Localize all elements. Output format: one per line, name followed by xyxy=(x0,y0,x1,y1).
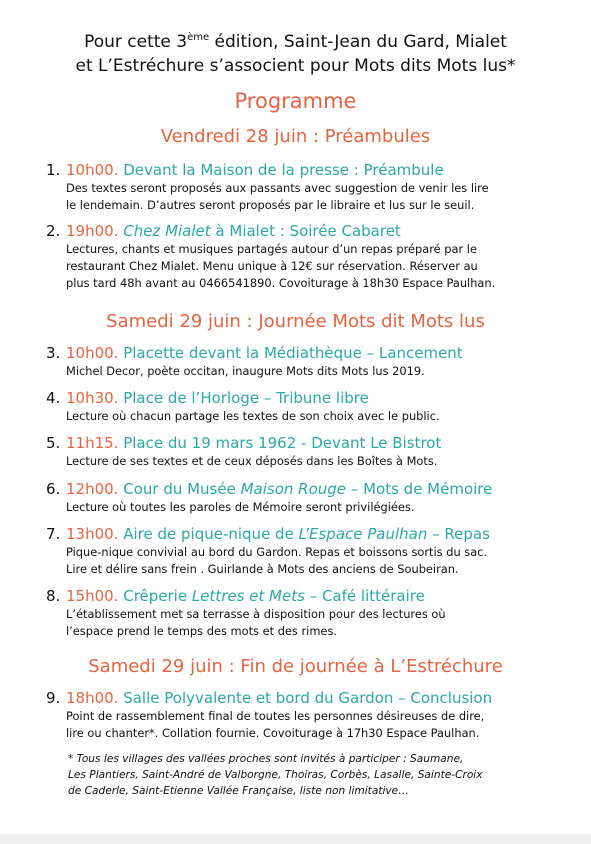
program-item-9 xyxy=(46,688,586,742)
item-description: Lecture où toutes les paroles de Mémoire seront privilégiées. xyxy=(66,500,415,514)
item-title: 4. 10h30. Place de l’Horloge – Tribune libre xyxy=(46,389,369,407)
item-title: 9. 18h00. Salle Polyvalente et bord du Gardon – Conclusion xyxy=(46,689,493,707)
program-item-6 xyxy=(46,479,586,516)
program-item-8 xyxy=(46,586,586,640)
day-heading-friday: Vendredi 28 juin : Préambules xyxy=(160,126,431,147)
item-description: Lectures, chants et musiques partagés autour d’un repas préparé par le restaurant Chez Mialet. Menu unique à 12€ sur réservation. Réserver au plus tard 48h avant au 0466541890. Covoiturage à 18h30 Espace Paulhan. xyxy=(66,242,496,290)
item-title: 5. 11h15. Place du 19 mars 1962 - Devant Le Bistrot xyxy=(46,434,442,452)
program-item-5 xyxy=(46,433,586,470)
item-title: 2. 19h00. Chez Mialet à Mialet : Soirée Cabaret xyxy=(46,222,401,240)
item-title: 1. 10h00. Devant la Maison de la presse : Préambule xyxy=(46,161,444,179)
intro-line-2: et L’Estréchure s’associent pour Mots dits Mots lus* xyxy=(75,56,516,76)
program-item-4 xyxy=(46,388,586,425)
intro-text xyxy=(20,30,571,78)
footnote: * Tous les villages des vallées proches sont invités à participer : Saumane, Les Plantiers, Saint-André de Valborgne, Thoiras, Corbès, Lasalle, Sainte-Croix de Caderle, Saint-Etienne Vallée Française, liste non limitative… xyxy=(68,753,483,797)
program-item-2 xyxy=(46,221,586,292)
item-title: 3. 10h00. Placette devant la Médiathèque – Lancement xyxy=(46,344,463,362)
item-title: 8. 15h00. Crêperie Lettres et Mets – Café littéraire xyxy=(46,587,425,605)
day-heading-estrechure: Samedi 29 juin : Fin de journée à L’Estréchure xyxy=(88,656,503,677)
item-title: 7. 13h00. Aire de pique-nique de L’Espace Paulhan – Repas xyxy=(46,525,490,543)
intro-line-1: Pour cette 3ème édition, Saint-Jean du Gard, Mialet xyxy=(84,32,507,52)
item-description: Michel Decor, poète occitan, inaugure Mots dits Mots lus 2019. xyxy=(66,364,425,378)
program-item-3 xyxy=(46,343,586,380)
item-description: Lecture de ses textes et de ceux déposés dans les Boîtes à Mots. xyxy=(66,454,438,468)
item-title: 6. 12h00. Cour du Musée Maison Rouge – Mots de Mémoire xyxy=(46,480,493,498)
programme-heading: Programme xyxy=(234,89,357,113)
item-description: Point de rassemblement final de toutes les personnes désireuses de dire, lire ou chanter*. Collation fournie. Covoiturage à 17h30 Espace Paulhan. xyxy=(66,709,485,740)
item-description: Des textes seront proposés aux passants avec suggestion de venir les lire le lendemain. D’autres seront proposés par le libraire et lus sur le seuil. xyxy=(66,181,489,212)
item-description: Lecture où chacun partage les textes de son choix avec le public. xyxy=(66,409,440,423)
program-item-1 xyxy=(46,160,586,214)
item-description: Pique-nique convivial au bord du Gardon. Repas et boissons sortis du sac. Lire et délire sans frein . Guirlande à Mots des anciens de Soubeiran. xyxy=(66,545,488,576)
day-heading-saturday: Samedi 29 juin : Journée Mots dit Mots lus xyxy=(106,311,485,332)
item-description: L’établissement met sa terrasse à disposition pour des lectures où l’espace prend le temps des mots et des rimes. xyxy=(66,607,446,638)
program-item-7 xyxy=(46,524,586,578)
